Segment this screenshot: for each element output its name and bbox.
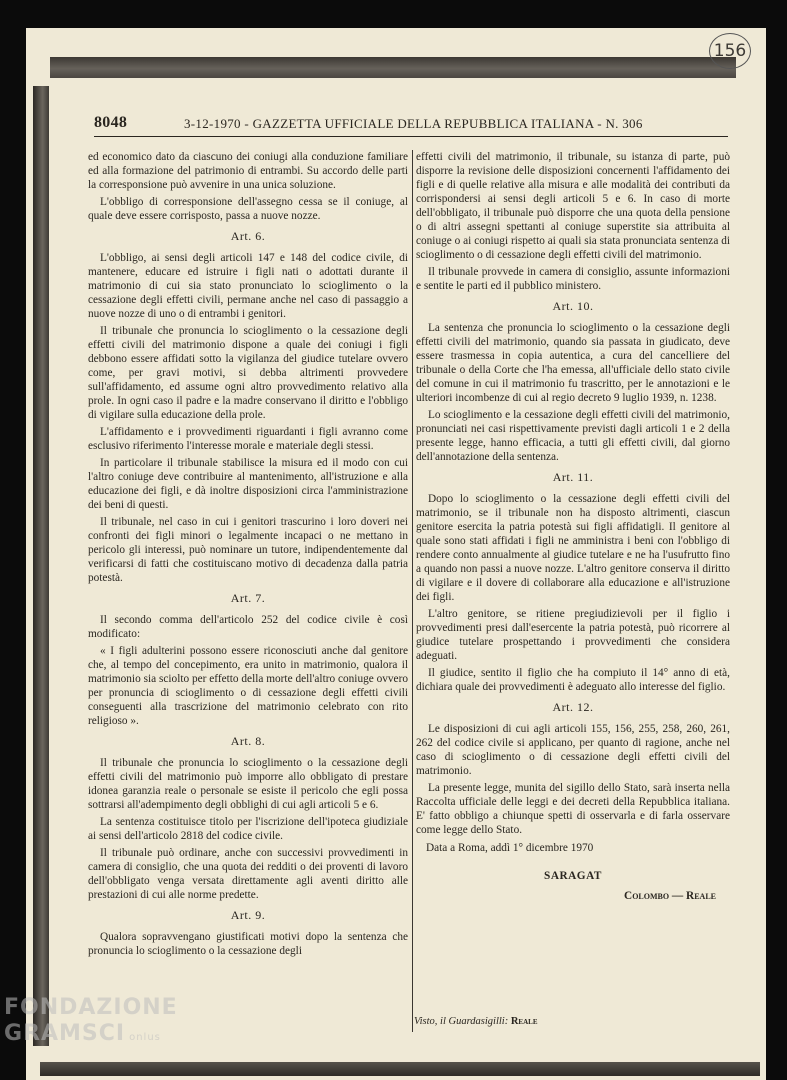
article-heading: Art. 11. <box>552 470 594 484</box>
watermark-line3: onlus <box>129 1032 161 1043</box>
paragraph: La sentenza che pronuncia lo scioglimento o la cessazione degli effetti civili del matrimonio, quando sia passata in giudicato, deve essere trasmessa in copia autentica, a cura del cancelliere del tribunale o della Corte che l'ha emessa, all'ufficiale dello stato civile del comune in cui il matrimonio fu trascritto, per le annotazioni e le ulteriori incombenze di cui al regio decreto 9 luglio 1939, n. 1238. <box>416 322 730 404</box>
paragraph: effetti civili del matrimonio, il tribunale, su istanza di parte, può disporre la revisione delle disposizioni concernenti l'affidamento dei figli e di quelle relative alla misura e alle modalità dei contributi da corrispondersi ai sensi degli articoli 5 e 6. In caso di morte dell'obbligato, il tribunale può disporre che una quota della pensione o di altri assegni spettanti al coniuge superstite sia attribuita al coniuge o ai coniugi rispetto ai quali sia stata pronunciata sentenza di scioglimento o di cessazione degli effetti civili del matrimonio. <box>416 151 730 261</box>
paragraph: ed economico dato da ciascuno dei coniugi alla conduzione familiare ed alla formazione del patrimonio di entrambi. Su accordo delle parti la corresponsione può avvenire in una unica soluzione. <box>88 151 408 191</box>
scan-edge-left <box>33 86 49 1046</box>
article-heading: Art. 9. <box>230 908 266 922</box>
right-column <box>416 150 730 906</box>
paragraph: Il giudice, sentito il figlio che ha compiuto il 14° anno di età, dichiara quale dei provvedimenti è adeguato allo interesse del figlio. <box>416 667 730 693</box>
paragraph: Il tribunale che pronuncia lo scioglimento o la cessazione degli effetti civili del matrimonio può imporre allo obbligato di prestare idonea garanzia reale o personale se esiste il pericolo che egli possa sottrarsi all'adempimento degli obblighi di cui agli articoli 5 e 6. <box>88 757 408 811</box>
paragraph: La presente legge, munita del sigillo dello Stato, sarà inserta nella Raccolta ufficiale delle leggi e dei decreti della Repubblica italiana. E' fatto obbligo a chiunque spetti di osservarla e di farla osservare come legge dello Stato. <box>416 782 730 836</box>
paragraph: Il tribunale può ordinare, anche con successivi provvedimenti in camera di consiglio, che una quota dei redditi o dei proventi di lavoro dell'obbligato venga versata direttamente agli aventi diritto alle prestazioni di cui alle norme predette. <box>88 847 408 901</box>
page-number: 8048 <box>94 114 128 131</box>
watermark-line2: GRAMSCI <box>4 1021 126 1046</box>
article-heading: Art. 7. <box>230 591 266 605</box>
paragraph: In particolare il tribunale stabilisce la misura ed il modo con cui l'altro coniuge deve contribuire al mantenimento, all'istruzione e alla educazione dei figli, e dà inoltre disposizioni circa l'amministrazione dei beni di questi. <box>88 457 408 511</box>
paragraph: L'altro genitore, se ritiene pregiudizievoli per il figlio i provvedimenti presi dall'esercente la patria potestà, può ricorrere al giudice tutelare prospettando i provvedimenti che considera adeguati. <box>416 608 730 662</box>
scan-edge-bottom <box>40 1062 760 1076</box>
paragraph: Il tribunale che pronuncia lo scioglimento o la cessazione degli effetti civili del matrimonio dispone a quale dei coniugi i figli debbono essere affidati sotto la vigilanza del giudice tutelare ovvero come, per gravi motivi, si debba altrimenti provvedere sull'affidamento, ed assume ogni altro provvedimento relativo alla prole. In ogni caso il padre e la madre conservano il diritto e l'obbligo di vigilare sulla educazione della prole. <box>88 325 408 421</box>
paragraph: La sentenza costituisce titolo per l'iscrizione dell'ipoteca giudiziale ai sensi dell'articolo 2818 del codice civile. <box>88 816 408 842</box>
article-heading: Art. 8. <box>230 734 266 748</box>
paragraph: « I figli adulterini possono essere riconosciuti anche dal genitore che, al tempo del concepimento, era unito in matrimonio, qualora il matrimonio sia sciolto per effetto della morte dell'altro coniuge ovvero per pronuncia di scioglimento o di cessazione degli effetti civili conseguenti alla trascrizione del matrimonio celebrato con rito religioso ». <box>88 645 408 727</box>
paragraph: L'affidamento e i provvedimenti riguardanti i figli avranno come esclusivo riferimento l'interesse morale e materiale degli stessi. <box>88 426 408 452</box>
paragraph: Il tribunale, nel caso in cui i genitori trascurino i loro doveri nei confronti dei figli minori o legalmente incapaci o ne mettano in pericolo gli interessi, può nominare un tutore, indipendentemente dal verificarsi di fatti che costituiscano motivo di decadenza dalla patria potestà. <box>88 516 408 584</box>
paragraph: Il secondo comma dell'articolo 252 del codice civile è così modificato: <box>88 614 408 640</box>
gazette-header <box>94 114 728 136</box>
visto-label: Visto, il Guardasigilli: <box>414 1016 509 1027</box>
paragraph: L'obbligo di corresponsione dell'assegno cessa se il coniuge, al quale deve essere corrisposto, passa a nuove nozze. <box>88 196 408 222</box>
paragraph: L'obbligo, ai sensi degli articoli 147 e 148 del codice civile, di mantenere, educare ed istruire i figli nati o adottati durante il matrimonio di cui sia stato pronunciato lo scioglimento o la cessazione degli effetti civili, permane anche nel caso di passaggio a nuove nozze di uno o di entrambi i genitori. <box>88 252 408 320</box>
archive-watermark <box>4 995 178 1051</box>
paragraph: Le disposizioni di cui agli articoli 155, 156, 255, 258, 260, 261, 262 del codice civile si applicano, per quanto di ragione, anche nel caso di scioglimento o di cessazione degli effetti civili del matrimonio. <box>416 723 730 777</box>
header-rule <box>94 136 728 137</box>
gazette-title: 3-12-1970 - GAZZETTA UFFICIALE DELLA REPUBBLICA ITALIANA - N. 306 <box>184 116 643 131</box>
paragraph: Il tribunale provvede in camera di consiglio, assunte informazioni e sentite le parti ed il pubblico ministero. <box>416 266 730 292</box>
paragraph: Dopo lo scioglimento o la cessazione degli effetti civili del matrimonio, se il tribunale non ha disposto altrimenti, ciascun genitore esercita la patria potestà sui figli affidatigli. Il genitore al quale sono stati affidati i figli ne amministra i beni con l'obbligo di rendere conto annualmente al giudice tutelare e ne ha l'usufrutto fino a quando non passi a nuove nozze. L'altro genitore conserva il diritto di vigilare e il dovere di collaborare alla educazione e all'istruzione dei figli. <box>416 493 730 603</box>
article-heading: Art. 12. <box>552 700 594 714</box>
signature-ministers: Colombo — Reale <box>624 890 716 902</box>
paragraph: Qualora sopravvengano giustificati motivi dopo la sentenza che pronuncia lo scioglimento o la cessazione degli <box>88 931 408 957</box>
scan-edge-top <box>50 57 736 78</box>
article-heading: Art. 6. <box>230 229 266 243</box>
article-heading: Art. 10. <box>552 299 594 313</box>
signature-president: SARAGAT <box>544 870 602 882</box>
column-divider <box>412 150 413 1032</box>
paragraph: Lo scioglimento e la cessazione degli effetti civili del matrimonio, pronunciati nei casi rispettivamente previsti dagli articoli 1 e 2 della presente legge, hanno efficacia, a tutti gli effetti civili, dal giorno dell'annotazione della sentenza. <box>416 409 730 463</box>
promulgation-date: Data a Roma, addì 1° dicembre 1970 <box>426 842 594 854</box>
handwritten-page-stamp: 156 <box>709 33 751 69</box>
left-column <box>88 150 408 961</box>
visto-line <box>414 1016 538 1027</box>
watermark-line1: FONDAZIONE <box>4 995 178 1020</box>
visto-name: Reale <box>510 1016 538 1027</box>
